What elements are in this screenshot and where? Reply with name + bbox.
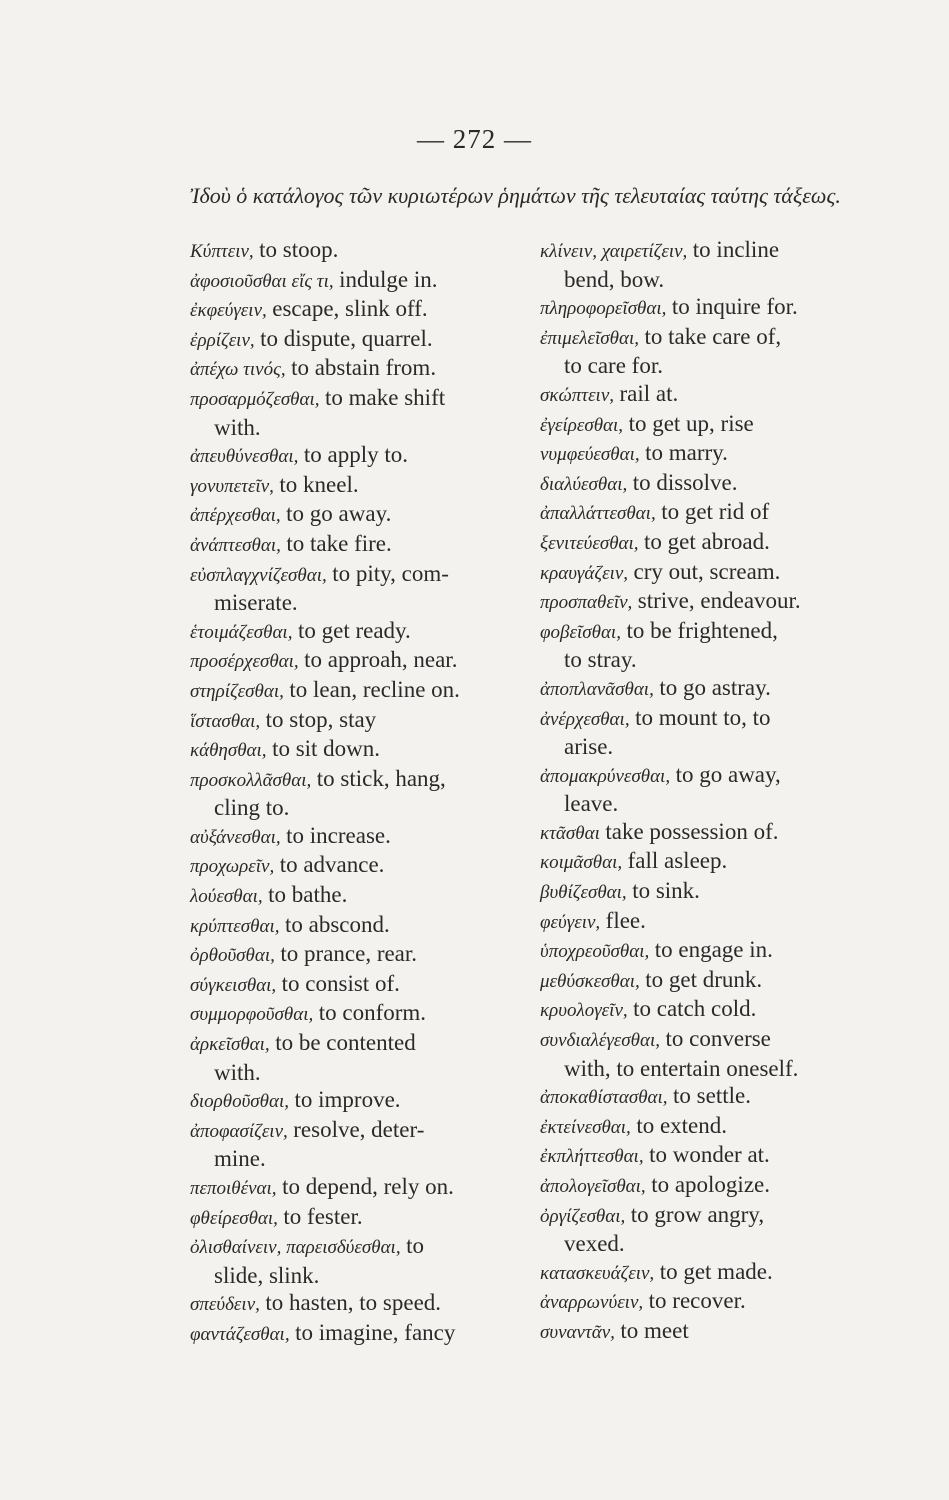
intro-paragraph: Ἰδοὺ ὁ κατάλογος τῶν κυριωτέρων ῥημάτων τῆς τελευταίας ταύτης τάξεως. (190, 183, 841, 208)
greek-verb: συναντᾶν, (540, 1321, 615, 1343)
vocab-entry (190, 384, 530, 414)
greek-verb: προσέρχεσθαι, (190, 651, 299, 673)
english-meaning: to imagine, fancy (295, 1319, 456, 1345)
greek-verb: λούεσθαι, (190, 886, 263, 908)
english-meaning: cling to. (214, 795, 290, 821)
vocab-entry (540, 266, 880, 294)
english-meaning: to abscond. (284, 911, 390, 937)
vocab-entry (190, 851, 530, 881)
greek-verb: ἐκφεύγειν, (190, 300, 267, 322)
vocab-entry (540, 380, 880, 410)
greek-verb: ἀποπλανᾶσθαι, (540, 678, 654, 700)
english-meaning: to depend, rely on. (282, 1174, 454, 1199)
vocab-entry (540, 293, 880, 323)
vocab-entry (190, 1319, 530, 1349)
english-meaning: to engage in. (654, 937, 773, 963)
english-meaning: with. (214, 414, 261, 440)
english-meaning: to stop, stay (265, 706, 377, 732)
greek-verb: ἀνάπτεσθαι, (190, 534, 281, 556)
vocab-entry (190, 236, 530, 266)
english-meaning: to abstain from. (291, 355, 437, 381)
english-meaning: to stoop. (259, 237, 339, 262)
vocab-entry (540, 498, 880, 528)
english-meaning: resolve, deter- (293, 1116, 425, 1142)
vocab-entry (190, 706, 530, 736)
english-meaning: take possession of. (605, 818, 779, 844)
vocab-entry (190, 1145, 530, 1173)
english-meaning: to pity, com- (332, 560, 449, 586)
vocab-entry (190, 1116, 530, 1146)
english-meaning: to grow angry, (630, 1201, 765, 1227)
vocab-entry (540, 674, 880, 704)
vocab-entry (190, 1262, 530, 1290)
vocab-entry (190, 970, 530, 1000)
english-meaning: to inquire for. (671, 294, 798, 320)
vocab-entry (540, 617, 880, 647)
greek-verb: πεποιθέναι, (190, 1178, 277, 1199)
english-meaning: with, to entertain oneself. (564, 1055, 799, 1081)
greek-verb: ἀπομακρύνεσθαι, (540, 765, 671, 787)
english-meaning: indulge in. (339, 266, 438, 292)
greek-verb: φθείρεσθαι, (190, 1207, 278, 1229)
english-meaning: to care for. (564, 353, 663, 379)
english-meaning: to (406, 1233, 424, 1259)
english-meaning: to hasten, to speed. (265, 1290, 442, 1316)
greek-verb: ὀλισθαίνειν, παρεισδύεσθαι, (190, 1237, 401, 1259)
greek-verb: πληροφορεῖσθαι, (540, 298, 667, 320)
vocab-entry (190, 325, 530, 355)
vocab-entry (540, 1082, 880, 1112)
greek-verb: φαντάζεσθαι, (190, 1323, 290, 1345)
vocab-entry (190, 500, 530, 530)
left-column (190, 236, 530, 1349)
greek-verb: βυθίζεσθαι, (540, 882, 627, 904)
english-meaning: bend, bow. (564, 266, 665, 292)
greek-verb: ὀρθοῦσθαι, (190, 945, 275, 967)
english-meaning: to fester. (283, 1203, 363, 1229)
vocab-entry (540, 1171, 880, 1201)
greek-verb: ἀναρρωνύειν, (540, 1292, 644, 1314)
greek-verb: ἀρκεῖσθαι, (190, 1034, 270, 1056)
vocab-entry (540, 1141, 880, 1171)
greek-verb: σπεύδειν, (190, 1294, 260, 1316)
english-meaning: to converse (665, 1026, 771, 1052)
greek-verb: φεύγειν, (540, 911, 601, 933)
vocab-entry (540, 790, 880, 818)
vocab-entry (190, 940, 530, 970)
english-meaning: cry out, scream. (633, 558, 781, 584)
english-meaning: vexed. (564, 1231, 625, 1257)
english-meaning: to apologize. (651, 1172, 770, 1197)
vocab-entry (540, 818, 880, 848)
greek-verb: διορθοῦσθαι, (190, 1091, 289, 1113)
english-meaning: to sit down. (272, 736, 381, 762)
greek-verb: ἀπευθύνεσθαι, (190, 446, 299, 468)
vocab-entry (540, 877, 880, 907)
vocab-entry (190, 999, 530, 1029)
vocab-entry (190, 530, 530, 560)
vocab-entry (540, 1317, 880, 1347)
vocab-entry (190, 354, 530, 384)
vocab-entry (190, 794, 530, 822)
vocab-entry (190, 676, 530, 706)
english-meaning: to bathe. (268, 882, 348, 908)
vocab-entry (540, 761, 880, 791)
vocab-entry (190, 1086, 530, 1116)
vocab-entry (190, 911, 530, 941)
vocab-entry (190, 560, 530, 590)
vocab-entry (190, 471, 530, 501)
greek-verb: ξενιτεύεσθαι, (540, 532, 639, 554)
english-meaning: mine. (214, 1146, 266, 1172)
greek-verb: στηρίζεσθαι, (190, 680, 284, 702)
vocab-entry (190, 1173, 530, 1203)
greek-verb: μεθύσκεσθαι, (540, 970, 640, 992)
greek-verb: προσαρμόζεσθαι, (190, 388, 320, 410)
greek-verb: ἐγείρεσθαι, (540, 414, 624, 436)
vocab-entry (190, 765, 530, 795)
vocab-entry (540, 439, 880, 469)
vocab-entry (540, 1258, 880, 1288)
greek-verb: συνδιαλέγεσθαι, (540, 1030, 661, 1052)
vocab-entry (540, 847, 880, 877)
vocab-entry (540, 410, 880, 440)
right-column (540, 236, 880, 1347)
vocab-entry (540, 704, 880, 734)
vocab-entry (190, 1232, 530, 1262)
greek-verb: ἐκπλήττεσθαι, (540, 1146, 644, 1168)
vocab-entry (190, 735, 530, 765)
vocab-entry (540, 936, 880, 966)
greek-verb: ἑτοιμάζεσθαι, (190, 621, 293, 643)
vocab-entry (540, 236, 880, 266)
english-meaning: to get made. (659, 1258, 773, 1284)
vocab-entry (190, 1289, 530, 1319)
english-meaning: to make shift (325, 384, 446, 410)
greek-verb: ἀποφασίζειν, (190, 1120, 288, 1142)
english-meaning: to go astray. (659, 674, 771, 700)
english-meaning: to prance, rear. (280, 941, 418, 967)
english-meaning: miserate. (214, 590, 298, 616)
english-meaning: leave. (564, 791, 619, 817)
greek-verb: συμμορφοῦσθαι, (190, 1004, 314, 1026)
english-meaning: to get up, rise (628, 410, 754, 436)
greek-verb: κοιμᾶσθαι, (540, 852, 623, 874)
english-meaning: with. (214, 1059, 261, 1085)
vocab-entry (190, 414, 530, 442)
greek-verb: νυμφεύεσθαι, (540, 444, 640, 466)
greek-verb: ἐκτείνεσθαι, (540, 1116, 631, 1138)
vocab-entry (540, 966, 880, 996)
english-meaning: strive, endeavour. (637, 588, 801, 614)
greek-verb: φοβεῖσθαι, (540, 621, 621, 643)
greek-verb: γονυπετεῖν, (190, 475, 274, 497)
vocab-entry (190, 646, 530, 676)
vocab-entry (540, 558, 880, 588)
english-meaning: to stick, hang, (316, 765, 446, 791)
english-meaning: to conform. (318, 1000, 427, 1026)
greek-verb: ἐρρίζειν, (190, 329, 255, 351)
vocab-entry (540, 1230, 880, 1258)
english-meaning: to take fire. (286, 530, 392, 556)
english-meaning: to be contented (275, 1030, 416, 1056)
greek-verb: διαλύεσθαι, (540, 473, 628, 495)
english-meaning: to dissolve. (632, 469, 738, 495)
vocab-entry (540, 733, 880, 761)
greek-verb: Κύπτειν, (190, 241, 254, 262)
vocab-entry (540, 646, 880, 674)
greek-verb: ὑποχρεοῦσθαι, (540, 941, 650, 963)
english-meaning: to meet (620, 1317, 689, 1343)
english-meaning: to kneel. (279, 471, 359, 497)
greek-verb: ἐπιμελεῖσθαι, (540, 327, 640, 349)
greek-verb: ἀπέρχεσθαι, (190, 505, 281, 527)
vocab-entry (540, 1287, 880, 1317)
vocab-entry (190, 295, 530, 325)
greek-verb: ἀνέρχεσθαι, (540, 708, 630, 730)
vocab-entry (540, 469, 880, 499)
vocab-entry (190, 1203, 530, 1233)
english-meaning: to consist of. (281, 970, 400, 996)
english-meaning: to improve. (294, 1087, 401, 1113)
english-meaning: to extend. (636, 1112, 728, 1138)
english-meaning: to take care of, (644, 323, 782, 349)
vocab-entry (190, 1059, 530, 1087)
vocab-entry (190, 822, 530, 852)
greek-verb: ὀργίζεσθαι, (540, 1205, 626, 1227)
english-meaning: to get abroad. (644, 528, 770, 554)
greek-verb: κλίνειν, χαιρετίζειν, (540, 241, 688, 262)
vocab-entry (190, 617, 530, 647)
greek-verb: κρύπτεσθαι, (190, 915, 280, 937)
vocab-entry (190, 441, 530, 471)
english-meaning: to settle. (673, 1083, 751, 1109)
greek-verb: ἀπολογεῖσθαι, (540, 1176, 646, 1197)
vocab-entry (540, 995, 880, 1025)
vocab-entry (540, 1112, 880, 1142)
english-meaning: to catch cold. (633, 996, 757, 1022)
greek-verb: προσκολλᾶσθαι, (190, 769, 312, 791)
greek-verb: ἀπαλλάττεσθαι, (540, 503, 656, 525)
vocab-entry (540, 528, 880, 558)
english-meaning: slide, slink. (214, 1262, 320, 1288)
greek-verb: σύγκεισθαι, (190, 974, 277, 996)
greek-verb: προχωρεῖν, (190, 856, 275, 878)
greek-verb: ἀφοσιοῦσθαι εἴς τι, (190, 270, 334, 292)
greek-verb: κραυγάζειν, (540, 562, 629, 584)
vocab-entry (190, 1029, 530, 1059)
english-meaning: to wonder at. (649, 1142, 770, 1168)
english-meaning: arise. (564, 734, 614, 760)
greek-verb: ἀπέχω τινός, (190, 359, 286, 381)
english-meaning: to lean, recline on. (289, 676, 460, 702)
english-meaning: to increase. (286, 822, 391, 848)
english-meaning: to get ready. (297, 617, 411, 643)
vocab-entry (190, 881, 530, 911)
greek-verb: εὐσπλαγχνίζεσθαι, (190, 564, 327, 586)
greek-verb: ἀποκαθίστασθαι, (540, 1087, 668, 1109)
english-meaning: to stray. (564, 647, 637, 673)
english-meaning: to get rid of (661, 499, 770, 525)
english-meaning: to get drunk. (645, 966, 763, 992)
english-meaning: to be frightened, (626, 617, 778, 643)
vocab-entry (540, 1025, 880, 1055)
vocab-entry (540, 1055, 880, 1083)
english-meaning: to marry. (645, 440, 728, 466)
greek-verb: αὐξάνεσθαι, (190, 826, 281, 848)
english-meaning: to incline (692, 237, 780, 262)
vocab-entry (540, 907, 880, 937)
english-meaning: to go away, (675, 761, 781, 787)
english-meaning: to dispute, quarrel. (260, 325, 433, 351)
english-meaning: rail at. (619, 380, 679, 406)
vocab-entry (540, 587, 880, 617)
english-meaning: to advance. (279, 852, 385, 878)
greek-verb: σκώπτειν, (540, 384, 615, 406)
greek-verb: κρυολογεῖν, (540, 1000, 628, 1022)
english-meaning: to mount to, to (635, 704, 771, 730)
vocab-entry (540, 1201, 880, 1231)
english-meaning: to apply to. (303, 442, 409, 468)
english-meaning: to approah, near. (304, 647, 458, 673)
english-meaning: to go away. (286, 501, 392, 527)
english-meaning: flee. (605, 907, 646, 933)
vocab-entry (540, 323, 880, 353)
vocab-entry (190, 266, 530, 296)
page-number: — 272 — (417, 124, 532, 154)
english-meaning: to sink. (632, 878, 700, 904)
greek-verb: κτᾶσθαι (540, 822, 600, 844)
greek-verb: κάθησθαι, (190, 740, 267, 762)
greek-verb: κατασκευάζειν, (540, 1262, 655, 1284)
vocab-entry (190, 589, 530, 617)
greek-verb: προσπαθεῖν, (540, 592, 633, 614)
english-meaning: to recover. (648, 1288, 746, 1314)
english-meaning: escape, slink off. (272, 296, 428, 322)
greek-verb: ἵστασθαι, (190, 710, 261, 732)
vocab-entry (540, 352, 880, 380)
english-meaning: fall asleep. (627, 848, 728, 874)
